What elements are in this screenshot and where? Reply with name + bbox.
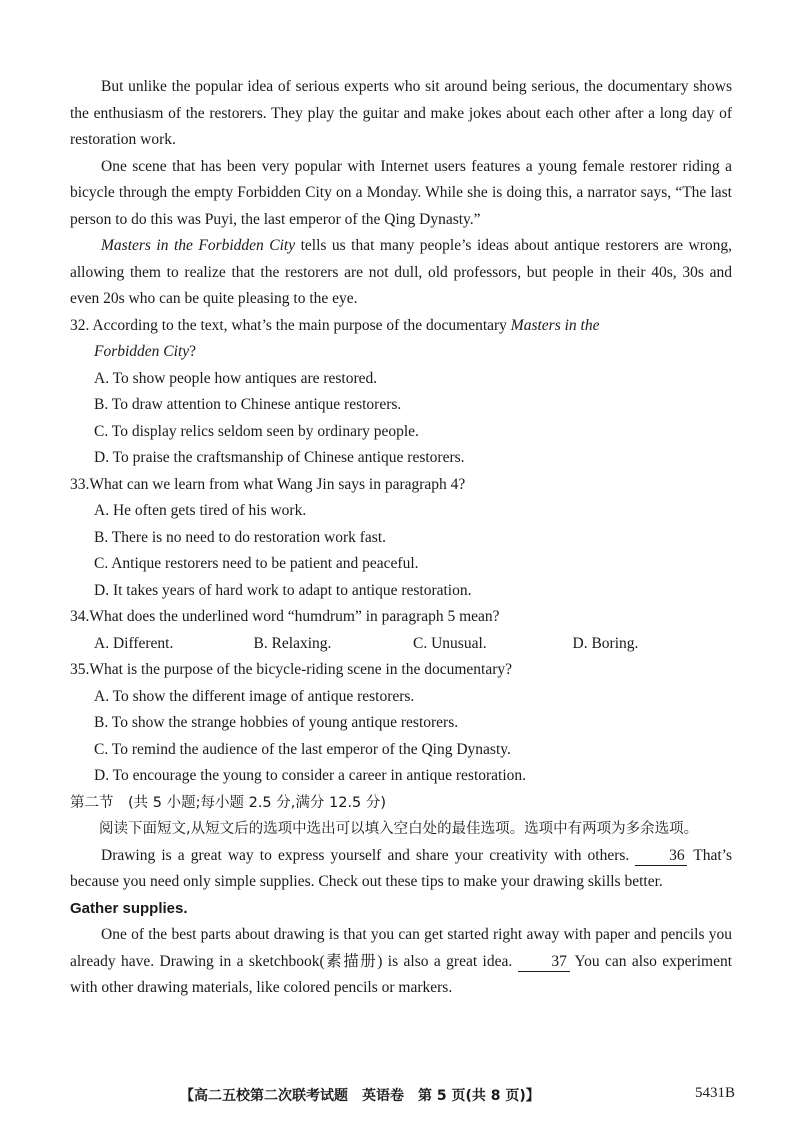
footer-title: 【高二五校第二次联考试题 英语卷 第 5 页(共 8 页)】: [180, 1088, 540, 1104]
option-b: B. There is no need to do restoration work fast.: [94, 528, 386, 546]
passage-text: That’s because you need only simple supplies. Check out these tips to make your drawing skills better.: [70, 846, 732, 890]
option-c: C. To display relics seldom seen by ordinary people.: [94, 422, 419, 440]
section-instruction: 阅读下面短文,从短文后的选项中选出可以填入空白处的最佳选项。选项中有两项为多余选项。: [99, 821, 699, 837]
passage-heading: Gather supplies.: [70, 899, 188, 917]
question-mark: ?: [189, 343, 197, 360]
question-text: What can we learn from what Wang Jin says in paragraph 4?: [89, 475, 466, 493]
option-a: A. He often gets tired of his work.: [94, 502, 307, 519]
exam-page: [70, 74, 732, 1002]
question-text: What does the underlined word “humdrum” in paragraph 5 mean?: [89, 608, 500, 625]
blank-36: 36: [635, 847, 687, 866]
passage-text: You can also experiment with other drawing materials, like colored pencils or markers.: [70, 952, 733, 996]
question-number: 32.: [70, 316, 90, 334]
option-a: A. Different.: [94, 634, 174, 652]
option-d: D. Boring.: [572, 634, 639, 652]
question-32: [70, 313, 732, 340]
option-c: C. To remind the audience of the last emperor of the Qing Dynasty.: [94, 740, 511, 758]
footer-code: 5431B: [695, 1085, 736, 1101]
options-row: [94, 631, 732, 658]
option-a: A. To show the different image of antique restorers.: [94, 687, 415, 705]
question-33: [70, 472, 732, 499]
option-d: D. It takes years of hard work to adapt to antique restoration.: [94, 581, 472, 599]
passage-paragraph: [70, 922, 732, 1002]
option-b: B. Relaxing.: [253, 634, 332, 652]
passage-paragraph: [70, 843, 732, 896]
passage-text: Drawing is a great way to express yourself and share your creativity with others.: [101, 846, 636, 864]
question-title-italic: Forbidden City: [94, 343, 190, 360]
question-title-italic: Masters in the: [510, 316, 600, 334]
page-footer: [0, 1085, 800, 1109]
documentary-title: Masters in the Forbidden City: [101, 237, 296, 254]
question-34: [70, 604, 732, 631]
paragraph: But unlike the popular idea of serious experts who sit around being serious, the documentary shows the enthusiasm of the restorers. They play the guitar and make jokes about each other after a long day of restoration work.: [70, 78, 732, 148]
question-32-continued: [94, 339, 732, 366]
blank-37: 37: [518, 953, 570, 972]
question-number: 33.: [70, 475, 90, 493]
paragraph: [70, 233, 732, 313]
paragraph-text: tells us that many people’s ideas about antique restorers are wrong, allowing them to realize that the restorers are not dull, old professors, but people in their 40s, 30s and even 20s who can be quite pleasing to the eye.: [70, 237, 733, 307]
question-number: 35.: [70, 661, 90, 678]
option-d: D. To praise the craftsmanship of Chinese antique restorers.: [94, 449, 465, 466]
section-title: 第二节 (共 5 小题;每小题 2.5 分,满分 12.5 分): [70, 794, 387, 811]
passage-text: One of the best parts about drawing is that you can get started right away with paper and pencils you already have. Drawing in a sketchbook(素描册) is also a great idea.: [70, 926, 732, 970]
question-number: 34.: [70, 608, 90, 625]
paragraph: One scene that has been very popular with Internet users features a young female restorer riding a bicycle through the empty Forbidden City on a Monday. While she is doing this, a narrator says, “The last person to do this was Puyi, the last emperor of the Qing Dynasty.”: [70, 157, 732, 228]
option-b: B. To show the strange hobbies of young antique restorers.: [94, 714, 459, 731]
option-b: B. To draw attention to Chinese antique restorers.: [94, 396, 402, 413]
option-c: C. Antique restorers need to be patient and peaceful.: [94, 555, 419, 572]
option-c: C. Unusual.: [413, 634, 487, 652]
question-text: According to the text, what’s the main purpose of the documentary: [92, 316, 511, 334]
question-text: What is the purpose of the bicycle-riding scene in the documentary?: [89, 661, 513, 678]
question-35: [70, 657, 732, 684]
option-a: A. To show people how antiques are restored.: [94, 369, 378, 387]
option-d: D. To encourage the young to consider a career in antique restoration.: [94, 767, 527, 784]
